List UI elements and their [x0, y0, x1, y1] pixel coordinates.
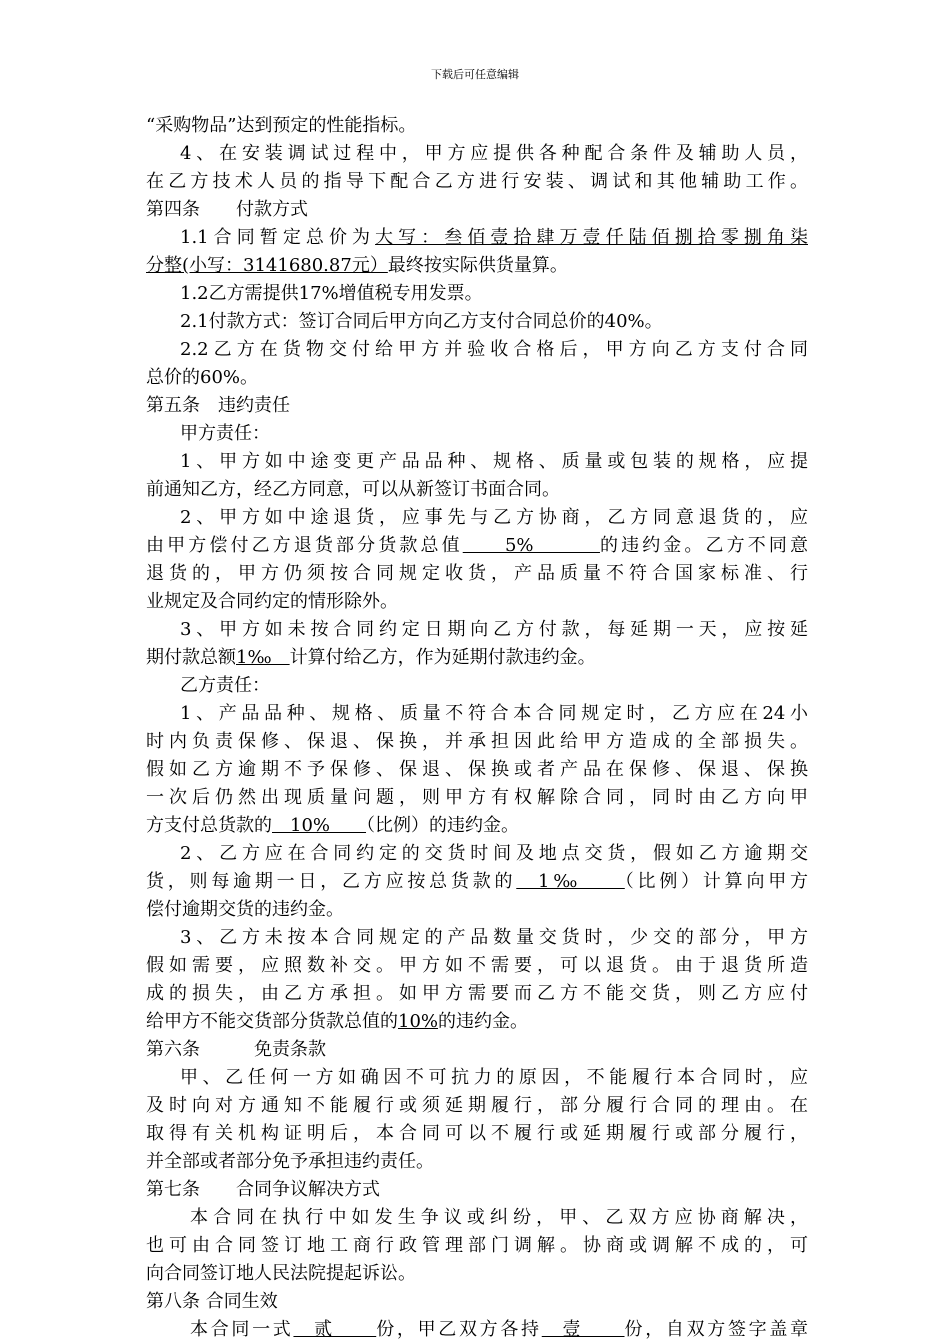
- text-run: 时内负责保修、保退、保换，并承担因此给甲方造成的全部损失。: [146, 731, 808, 752]
- text-run: 第五条 违约责任: [146, 395, 290, 416]
- text-line: [146, 868, 808, 896]
- text-line: [146, 924, 808, 952]
- text-line: [146, 168, 808, 196]
- text-run: 第八条 合同生效: [146, 1291, 278, 1312]
- text-line: [146, 224, 808, 252]
- text-run: 成的损失，由乙方承担。如甲方需要而乙方不能交货，则乙方应付: [146, 983, 808, 1004]
- text-run: 前通知乙方，经乙方同意，可以从新签订书面合同。: [146, 479, 560, 500]
- text-line: [146, 1204, 808, 1232]
- text-run: “采购物品”达到预定的性能指标。: [146, 115, 417, 136]
- text-line: [146, 392, 808, 420]
- text-line: [146, 784, 808, 812]
- text-run: 4、在安装调试过程中，甲方应提供各种配合条件及辅助人员，: [180, 143, 808, 164]
- text-run: 的违约金。乙方不同意: [599, 535, 808, 556]
- text-run: 方支付总货款的: [146, 815, 272, 836]
- text-line: [146, 280, 808, 308]
- text-run: 货，则每逾期一日，乙方应按总货款的: [146, 871, 517, 892]
- text-run: 本合同在执行中如发生争议或纠纷，甲、乙双方应协商解决，: [190, 1207, 808, 1228]
- text-line: [146, 728, 808, 756]
- text-line: [146, 336, 808, 364]
- filled-blank: 大写：叁佰壹拾肆万壹仟陆佰捌拾零捌角柒: [375, 227, 808, 248]
- text-line: [146, 588, 808, 616]
- text-line: [146, 476, 808, 504]
- text-run: 本合同一式: [190, 1319, 294, 1340]
- text-run: 假如乙方逾期不予保修、保退、保换或者产品在保修、保退、保换: [146, 759, 808, 780]
- text-run: 期付款总额: [146, 647, 236, 668]
- text-run: 乙方责任：: [180, 675, 270, 696]
- text-run: 3、甲方如未按合同约定日期向乙方付款，每延期一天，应按延: [180, 619, 808, 640]
- text-run: 2、乙方应在合同约定的交货时间及地点交货，假如乙方逾期交: [180, 843, 808, 864]
- text-line: [146, 112, 808, 140]
- text-run: 2.1付款方式：签订合同后甲方向乙方支付合同总价的40%。: [180, 311, 663, 332]
- text-run: 向合同签订地人民法院提起诉讼。: [146, 1263, 416, 1284]
- text-line: [146, 756, 808, 784]
- text-run: 及时向对方通知不能履行或须延期履行，部分履行合同的理由。在: [146, 1095, 808, 1116]
- text-run: 1.1合同暂定总价为: [180, 227, 376, 248]
- filled-blank: 1‰: [516, 871, 625, 892]
- text-line: [146, 140, 808, 168]
- text-line: [146, 700, 808, 728]
- text-run: 假如需要，应照数补交。甲方如不需要，可以退货。由于退货所造: [146, 955, 808, 976]
- document-body: [146, 112, 808, 1344]
- text-line: [146, 1036, 808, 1064]
- text-run: 在乙方技术人员的指导下配合乙方进行安装、调试和其他辅助工作。: [146, 171, 808, 192]
- text-run: 的违约金。: [438, 1011, 529, 1032]
- text-run: 3、乙方未按本合同规定的产品数量交货时，少交的部分，甲方: [180, 927, 808, 948]
- text-line: [146, 644, 808, 672]
- filled-blank: 5%: [462, 535, 600, 556]
- text-line: [146, 252, 808, 280]
- text-line: [146, 196, 808, 224]
- text-line: [146, 980, 808, 1008]
- text-run: 偿付逾期交货的违约金。: [146, 899, 344, 920]
- text-run: 业规定及合同约定的情形除外。: [146, 591, 398, 612]
- text-line: [146, 1176, 808, 1204]
- text-line: [146, 1148, 808, 1176]
- text-run: 由甲方偿付乙方退货部分货款总值: [146, 535, 463, 556]
- text-line: [146, 532, 808, 560]
- text-run: 份，自双方签字盖章: [624, 1319, 809, 1340]
- text-run: 1、甲方如中途变更产品品种、规格、质量或包装的规格，应提: [180, 451, 808, 472]
- text-run: （比例）计算向甲方: [624, 871, 809, 892]
- filled-blank: 10%: [272, 815, 367, 836]
- text-line: [146, 1260, 808, 1288]
- text-run: （比例）的违约金。: [366, 815, 520, 836]
- text-line: [146, 952, 808, 980]
- filled-blank: 10%: [398, 1011, 439, 1032]
- text-line: [146, 1092, 808, 1120]
- text-run: 取得有关机构证明后，本合同可以不履行或延期履行或部分履行，: [146, 1123, 808, 1144]
- text-run: 2、甲方如中途退货，应事先与乙方协商，乙方同意退货的，应: [180, 507, 808, 528]
- text-line: [146, 672, 808, 700]
- text-line: [146, 1232, 808, 1260]
- text-run: 甲方责任：: [180, 423, 270, 444]
- text-line: [146, 1120, 808, 1148]
- text-run: 1.2乙方需提供17%增值税专用发票。: [180, 283, 483, 304]
- text-line: [146, 420, 808, 448]
- text-line: [146, 364, 808, 392]
- text-run: 甲、乙任何一方如确因不可抗力的原因，不能履行本合同时，应: [180, 1067, 808, 1088]
- filled-blank: 贰: [293, 1319, 377, 1340]
- text-run: 也可由合同签订地工商行政管理部门调解。协商或调解不成的，可: [146, 1235, 808, 1256]
- text-run: 并全部或者部分免予承担违约责任。: [146, 1151, 434, 1172]
- text-line: [146, 1288, 808, 1316]
- text-line: [146, 1008, 808, 1036]
- text-run: 退货的，甲方仍须按合同规定收货，产品质量不符合国家标准、行: [146, 563, 808, 584]
- filled-blank: 1‰: [236, 647, 290, 668]
- text-run: 第四条 付款方式: [146, 199, 308, 220]
- text-run: 份，甲乙双方各持: [376, 1319, 542, 1340]
- filled-blank: 分整(小写：3141680.87元）: [146, 255, 388, 276]
- text-line: [146, 1064, 808, 1092]
- filled-blank: 壹: [541, 1319, 625, 1340]
- text-line: [146, 840, 808, 868]
- text-run: 2.2乙方在货物交付给甲方并验收合格后，甲方向乙方支付合同: [180, 339, 808, 360]
- text-run: 总价的60%。: [146, 367, 259, 388]
- text-line: [146, 1316, 808, 1344]
- text-line: [146, 308, 808, 336]
- text-run: 给甲方不能交货部分货款总值的: [146, 1011, 398, 1032]
- text-line: [146, 896, 808, 924]
- text-run: 第七条 合同争议解决方式: [146, 1179, 380, 1200]
- text-line: [146, 504, 808, 532]
- text-run: 一次后仍然出现质量问题，则甲方有权解除合同，同时由乙方向甲: [146, 787, 808, 808]
- text-run: 最终按实际供货量算。: [387, 255, 568, 276]
- text-run: 计算付给乙方，作为延期付款违约金。: [289, 647, 596, 668]
- text-line: [146, 448, 808, 476]
- text-run: 第六条 免责条款: [146, 1039, 326, 1060]
- text-line: [146, 560, 808, 588]
- text-line: [146, 812, 808, 840]
- text-run: 1、产品品种、规格、质量不符合本合同规定时，乙方应在24小: [180, 703, 808, 724]
- text-line: [146, 616, 808, 644]
- page-header: 下载后可任意编辑: [431, 68, 519, 81]
